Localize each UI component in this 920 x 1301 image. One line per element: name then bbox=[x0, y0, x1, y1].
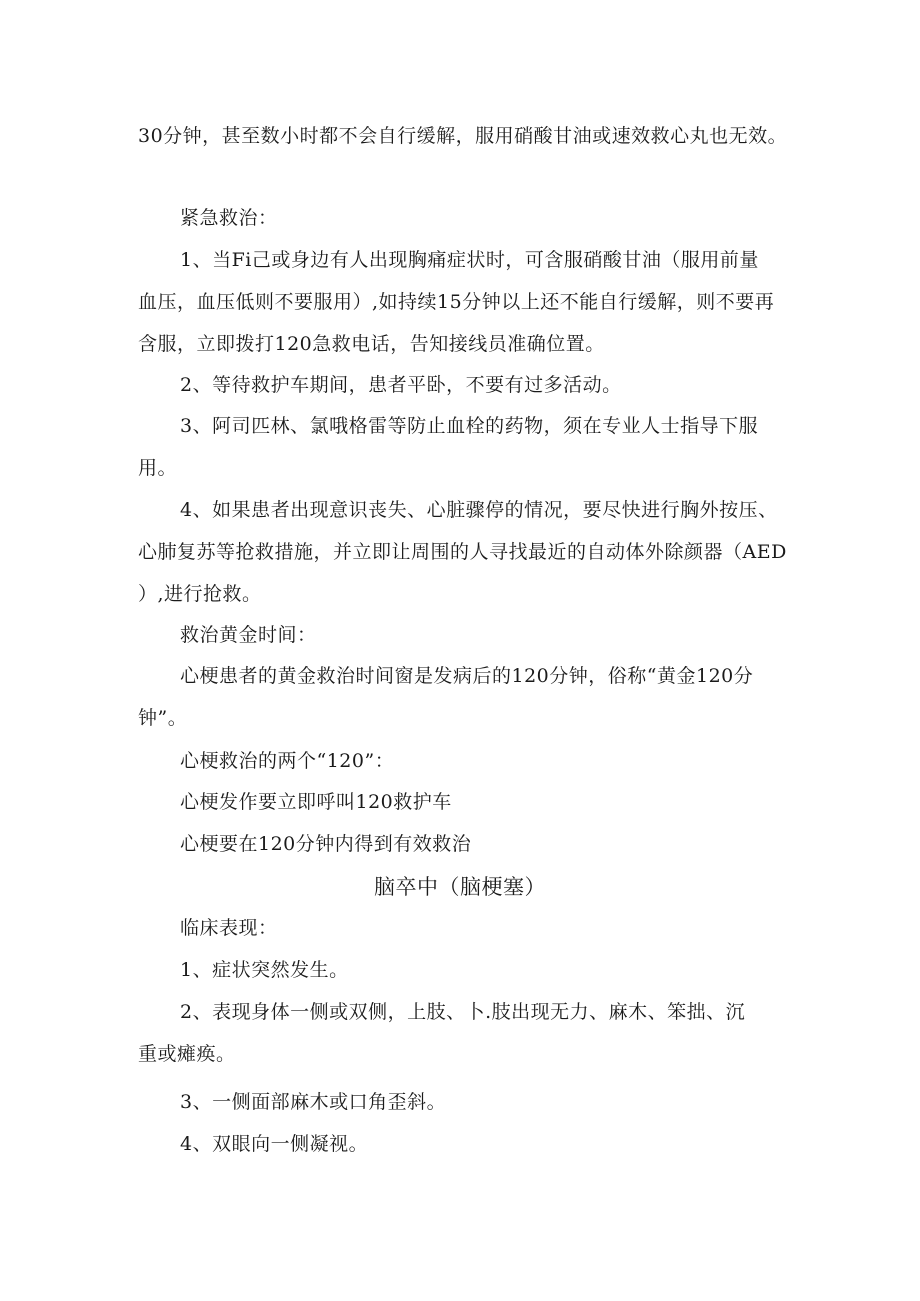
section-title-two-120: 心梗救治的两个“120”： bbox=[180, 750, 395, 772]
golden-line2: 钟”。 bbox=[138, 707, 188, 729]
step4-line1: 4、如果患者出现意识丧失、心脏骤停的情况，要尽快进行胸外按压、 bbox=[180, 499, 778, 521]
section-heading-stroke: 脑卒中（脑梗塞） bbox=[374, 875, 546, 899]
stroke-item4: 4、双眼向一侧凝视。 bbox=[180, 1133, 369, 1155]
stroke-item3: 3、一侧面部麻木或口角歪斜。 bbox=[180, 1091, 447, 1113]
step3-line1: 3、阿司匹林、氯哦格雷等防止血栓的药物，须在专业人士指导下服 bbox=[180, 415, 759, 437]
stroke-item1: 1、症状突然发生。 bbox=[180, 959, 349, 981]
paragraph-intro-tail: 30分钟，甚至数小时都不会自行缓解，服用硝酸甘油或速效救心丸也无效。 bbox=[138, 125, 788, 147]
stroke-item2-line1: 2、表现身体一侧或双侧，上肢、卜.肢出现无力、麻木、笨拙、沉 bbox=[180, 1001, 746, 1023]
two-120-item1: 心梗发作要立即呼叫120救护车 bbox=[180, 791, 452, 813]
step1-line2: 血压，血压低则不要服用）,如持续15分钟以上还不能自行缓解，则不要再 bbox=[138, 291, 775, 313]
two-120-item2: 心梗要在120分钟内得到有效救治 bbox=[180, 833, 472, 855]
step1-line1: 1、当Fi己或身边有人出现胸痛症状时，可含服硝酸甘油（服用前量 bbox=[180, 249, 759, 271]
step4-line3: ）,进行抢救。 bbox=[138, 583, 262, 605]
section-title-golden-time: 救治黄金时间： bbox=[180, 624, 317, 646]
step2: 2、等待救护车期间，患者平卧，不要有过多活动。 bbox=[180, 374, 622, 396]
golden-line1: 心梗患者的黄金救治时间窗是发病后的120分钟，俗称“黄金120分 bbox=[180, 665, 754, 687]
section-title-emergency: 紧急救治： bbox=[180, 207, 278, 229]
step3-line2: 用。 bbox=[138, 457, 178, 479]
step1-line3: 含服，立即拨打120急救电话，告知接线员准确位置。 bbox=[138, 333, 605, 355]
step4-line2: 心肺复苏等抢救措施，并立即让周围的人寻找最近的自动体外除颜器（AED bbox=[138, 541, 787, 563]
section-title-clinical: 临床表现： bbox=[180, 917, 278, 939]
stroke-item2-line2: 重或瘫痪。 bbox=[138, 1043, 236, 1065]
